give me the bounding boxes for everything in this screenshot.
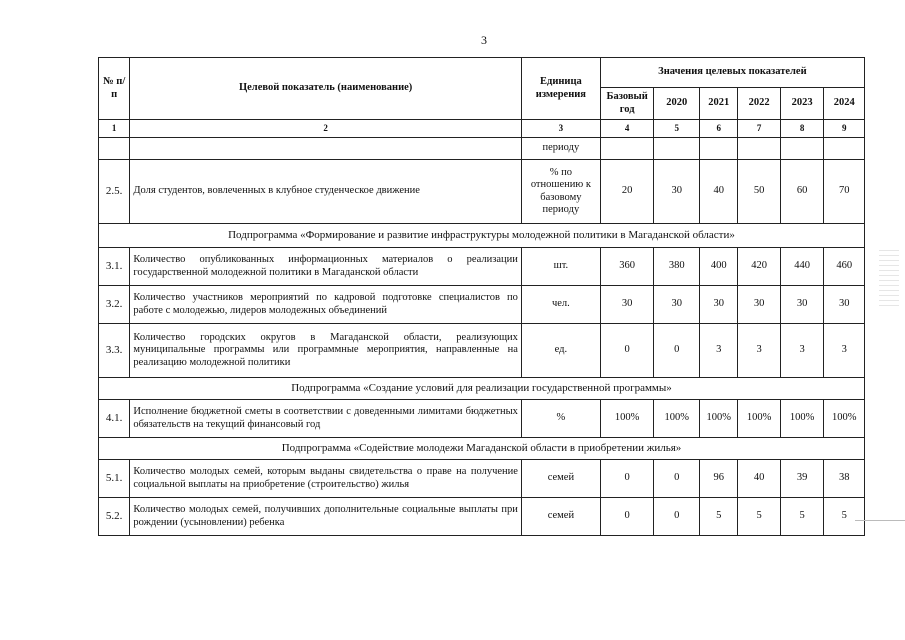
col-number: 8 [780,120,824,138]
row-name: Количество опубликованных информационных материалов о реализации государственной молодежной политики в Магаданской области [130,248,522,286]
table-row [99,160,865,224]
row-num: 3.1. [99,248,130,286]
col-number: 7 [738,120,780,138]
page-number: 3 [481,33,487,47]
row-name: Количество участников мероприятий по кадровой подготовке специалистов по работе с молодежью, лидеров молодежных объединений [130,286,522,324]
col-number: 2 [130,120,522,138]
value-cell: 50 [738,160,780,224]
col-number: 5 [654,120,700,138]
table-row [99,324,865,378]
value-cell: 3 [700,324,738,378]
row-num: 2.5. [99,160,130,224]
row-name: Исполнение бюджетной сметы в соответствии с доведенными лимитами бюджетных обязательств на текущий финансовый год [130,400,522,438]
table-row [99,248,865,286]
table-row [99,138,865,160]
row-name: Количество молодых семей, получивших дополнительные социальные выплаты при рождении (усыновлении) ребенка [130,498,522,536]
unit-cell: чел. [521,286,600,324]
value-cell: 100% [600,400,654,438]
table-row [99,286,865,324]
unit-cell: % по отношению к базовому периоду [521,160,600,224]
unit-cell: % [521,400,600,438]
col-number: 3 [521,120,600,138]
value-cell: 30 [824,286,865,324]
row-name: Количество городских округов в Магаданской области, реализующих муниципальные программы или программные мероприятия, направленные на реализацию молодежной политики [130,324,522,378]
value-cell: 40 [700,160,738,224]
value-cell: 39 [780,460,824,498]
value-cell: 420 [738,248,780,286]
header-unit: Единица измерения [521,58,600,120]
value-cell: 380 [654,248,700,286]
value-cell: 5 [824,498,865,536]
value-cell: 3 [824,324,865,378]
col-number: 4 [600,120,654,138]
target-indicators-table [98,57,865,536]
value-cell: 30 [738,286,780,324]
value-cell: 70 [824,160,865,224]
header-num: № п/п [99,58,130,120]
subprogram-heading: Подпрограмма «Создание условий для реализации государственной программы» [99,378,865,400]
col-number: 1 [99,120,130,138]
value-cell: 5 [738,498,780,536]
unit-cell: периоду [521,138,600,160]
value-cell: 100% [738,400,780,438]
value-cell: 0 [600,498,654,536]
value-cell: 3 [738,324,780,378]
value-cell: 60 [780,160,824,224]
unit-cell: шт. [521,248,600,286]
row-num: 5.2. [99,498,130,536]
header-year: 2022 [738,88,780,120]
value-cell: 0 [654,460,700,498]
value-cell: 40 [738,460,780,498]
value-cell: 440 [780,248,824,286]
value-cell: 5 [700,498,738,536]
value-cell: 100% [700,400,738,438]
value-cell: 360 [600,248,654,286]
value-cell: 0 [600,324,654,378]
table-row [99,460,865,498]
value-cell: 460 [824,248,865,286]
value-cell: 5 [780,498,824,536]
scan-artifact [855,520,905,521]
value-cell: 20 [600,160,654,224]
value-cell: 30 [654,160,700,224]
value-cell: 30 [700,286,738,324]
row-num: 5.1. [99,460,130,498]
col-number: 6 [700,120,738,138]
value-cell: 30 [654,286,700,324]
header-values-group: Значения целевых показателей [600,58,864,88]
header-name: Целевой показатель (наименование) [130,58,522,120]
value-cell: 30 [600,286,654,324]
subprogram-heading: Подпрограмма «Содействие молодежи Магаданской области в приобретении жилья» [99,438,865,460]
value-cell: 0 [654,324,700,378]
value-cell: 100% [654,400,700,438]
value-cell: 100% [824,400,865,438]
table-row [99,400,865,438]
unit-cell: ед. [521,324,600,378]
value-cell: 3 [780,324,824,378]
col-number: 9 [824,120,865,138]
unit-cell: семей [521,498,600,536]
header-year: 2024 [824,88,865,120]
row-num: 4.1. [99,400,130,438]
value-cell: 0 [600,460,654,498]
row-name: Количество молодых семей, которым выданы свидетельства о праве на получение социальной выплаты на приобретение (строительство) жилья [130,460,522,498]
value-cell: 30 [780,286,824,324]
value-cell: 96 [700,460,738,498]
header-year: 2021 [700,88,738,120]
header-year: 2023 [780,88,824,120]
value-cell: 100% [780,400,824,438]
table-row [99,498,865,536]
unit-cell: семей [521,460,600,498]
scan-artifact [879,250,899,310]
header-year: Базовый год [600,88,654,120]
value-cell: 38 [824,460,865,498]
row-name: Доля студентов, вовлеченных в клубное студенческое движение [130,160,522,224]
row-num: 3.3. [99,324,130,378]
value-cell: 400 [700,248,738,286]
subprogram-heading: Подпрограмма «Формирование и развитие инфраструктуры молодежной политики в Магаданской области» [99,224,865,248]
row-num: 3.2. [99,286,130,324]
value-cell: 0 [654,498,700,536]
header-year: 2020 [654,88,700,120]
